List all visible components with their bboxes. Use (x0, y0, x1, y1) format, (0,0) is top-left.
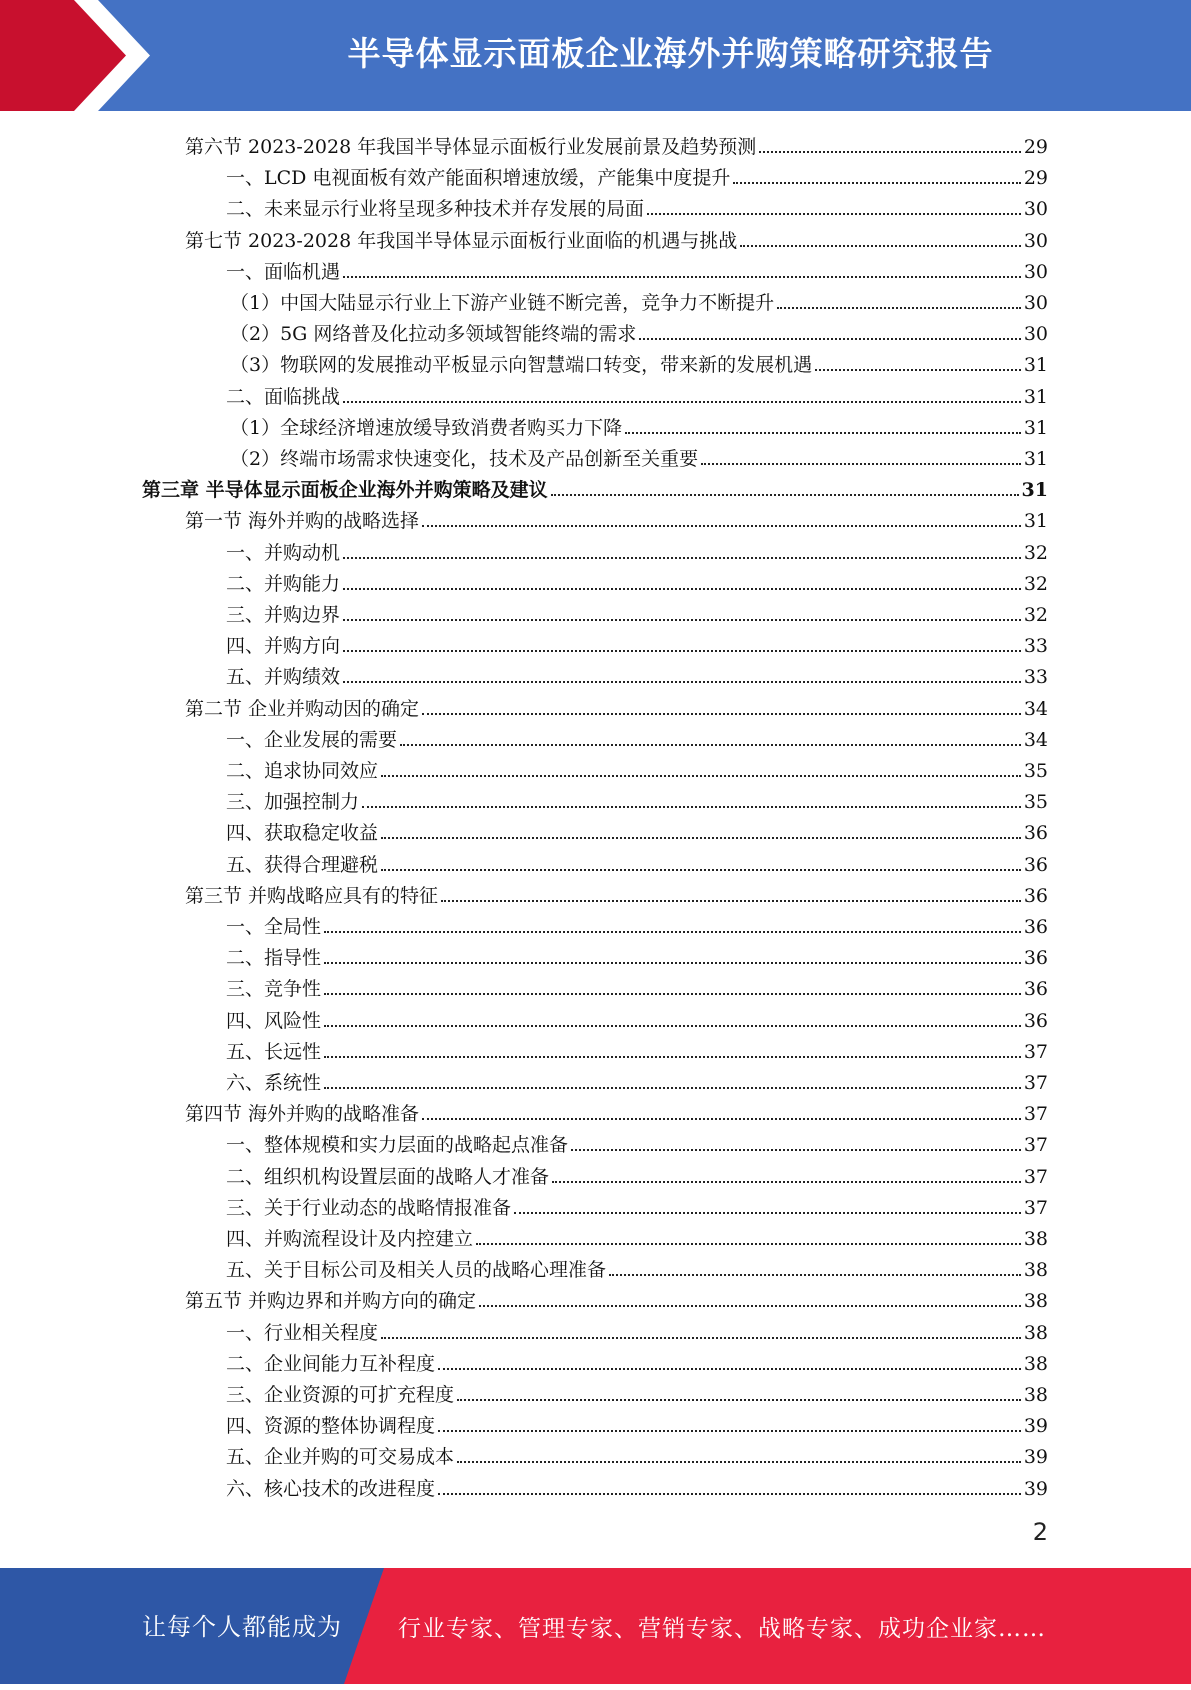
toc-entry-page: 38 (1023, 1259, 1048, 1282)
toc-dot-leader (381, 869, 1021, 871)
toc-entry-label: 第四节 海外并购的战略准备 (185, 1103, 420, 1126)
toc-dot-leader (343, 681, 1021, 683)
toc-entry-label: 二、面临挑战 (226, 385, 341, 408)
toc-dot-leader (647, 213, 1021, 215)
toc-dot-leader (343, 557, 1021, 559)
toc-dot-leader (400, 744, 1021, 746)
toc-entry-label: 三、加强控制力 (226, 791, 360, 814)
toc-dot-leader (514, 1212, 1021, 1214)
toc-entry-label: 五、企业并购的可交易成本 (226, 1446, 455, 1469)
toc-entry-label: 第六节 2023-2028 年我国半导体显示面板行业发展前景及趋势预测 (185, 136, 757, 158)
toc-entry[interactable] (226, 1251, 1048, 1282)
toc-entry-label: 三、关于行业动态的战略情报准备 (226, 1196, 512, 1219)
footer-slogan-left: 让每个人都能成为 (142, 1613, 342, 1641)
toc-dot-leader (571, 1149, 1021, 1151)
toc-dot-leader (777, 307, 1021, 309)
toc-entry-page: 31 (1023, 510, 1048, 533)
toc-entry[interactable] (226, 846, 1048, 877)
toc-entry[interactable] (226, 1220, 1048, 1251)
toc-entry[interactable] (226, 534, 1048, 565)
toc-entry-label: 二、组织机构设置层面的战略人才准备 (226, 1165, 550, 1188)
toc-entry[interactable] (226, 1345, 1048, 1376)
toc-entry-page: 30 (1023, 198, 1048, 221)
toc-entry-label: （1）中国大陆显示行业上下游产业链不断完善，竞争力不断提升 (230, 292, 775, 314)
toc-entry-label: 三、并购边界 (226, 604, 341, 626)
toc-dot-leader (381, 837, 1021, 839)
toc-entry-page: 32 (1023, 604, 1048, 626)
toc-entry[interactable] (226, 1438, 1048, 1469)
toc-dot-leader (551, 494, 1019, 496)
toc-entry[interactable] (226, 752, 1048, 783)
toc-dot-leader (476, 1243, 1021, 1245)
toc-entry-page: 32 (1023, 541, 1048, 564)
toc-entry[interactable] (226, 1407, 1048, 1438)
header-arrow-icon (0, 0, 150, 111)
toc-entry-page: 30 (1023, 323, 1048, 346)
toc-entry-label: 四、风险性 (226, 1009, 322, 1032)
toc-entry-page: 37 (1023, 1103, 1048, 1126)
toc-entry-label: 一、LCD 电视面板有效产能面积增速放缓，产能集中度提升 (226, 167, 731, 190)
toc-entry-page: 33 (1023, 666, 1048, 689)
toc-entry-label: 二、未来显示行业将呈现多种技术并存发展的局面 (226, 198, 645, 221)
toc-entry-page: 39 (1023, 1446, 1048, 1469)
toc-entry-page: 39 (1023, 1415, 1048, 1438)
toc-dot-leader (438, 1430, 1021, 1432)
toc-dot-leader (552, 1181, 1021, 1183)
toc-entry-page: 30 (1023, 292, 1048, 314)
toc-dot-leader (343, 619, 1021, 621)
toc-entry[interactable] (185, 690, 1048, 721)
toc-dot-leader (343, 401, 1021, 403)
toc-entry[interactable] (226, 596, 1048, 627)
toc-entry[interactable] (185, 877, 1048, 908)
toc-entry-page: 36 (1023, 916, 1048, 938)
toc-entry[interactable] (226, 1314, 1048, 1345)
toc-entry[interactable] (185, 1095, 1048, 1126)
toc-entry-page: 31 (1023, 385, 1048, 408)
toc-dot-leader (441, 900, 1021, 902)
toc-entry-page: 36 (1023, 884, 1048, 907)
toc-entry-label: 第一节 海外并购的战略选择 (185, 510, 420, 533)
toc-entry-label: 二、追求协同效应 (226, 760, 379, 782)
toc-dot-leader (422, 525, 1021, 527)
toc-entry[interactable] (226, 783, 1048, 814)
toc-entry-page: 34 (1023, 728, 1048, 751)
toc-entry[interactable] (185, 222, 1048, 253)
toc-dot-leader (701, 463, 1021, 465)
toc-entry[interactable] (226, 565, 1048, 596)
toc-entry-label: 第五节 并购边界和并购方向的确定 (185, 1290, 477, 1313)
toc-entry[interactable] (226, 814, 1048, 845)
toc-entry-label: 第三章 半导体显示面板企业海外并购策略及建议 (142, 479, 548, 502)
toc-dot-leader (343, 588, 1021, 590)
toc-dot-leader (438, 1493, 1021, 1495)
toc-entry-label: （3）物联网的发展推动平板显示向智慧端口转变，带来新的发展机遇 (230, 354, 813, 377)
toc-entry[interactable] (226, 1126, 1048, 1157)
toc-entry-label: 第三节 并购战略应具有的特征 (185, 884, 439, 907)
toc-entry-page: 38 (1023, 1321, 1048, 1344)
toc-entry[interactable] (226, 939, 1048, 970)
page-number: 2 (1032, 1518, 1048, 1546)
toc-dot-leader (625, 432, 1021, 434)
toc-entry-page: 38 (1023, 1290, 1048, 1313)
toc-entry-label: 五、关于目标公司及相关人员的战略心理准备 (226, 1259, 607, 1282)
toc-entry-page: 37 (1023, 1134, 1048, 1157)
toc-dot-leader (324, 1056, 1021, 1058)
toc-entry-page: 37 (1023, 1196, 1048, 1219)
toc-entry[interactable] (226, 1376, 1048, 1407)
toc-entry-page: 30 (1023, 260, 1048, 283)
toc-entry-label: 四、获取稳定收益 (226, 822, 379, 845)
toc-dot-leader (422, 713, 1021, 715)
toc-entry-page: 32 (1023, 572, 1048, 595)
toc-dot-leader (362, 806, 1021, 808)
toc-entry-label: （1）全球经济增速放缓导致消费者购买力下降 (230, 416, 623, 439)
toc-entry-page: 35 (1023, 760, 1048, 782)
toc-entry[interactable] (226, 1470, 1048, 1501)
toc-entry[interactable] (230, 284, 1048, 315)
toc-entry-label: 五、并购绩效 (226, 666, 341, 689)
toc-entry-page: 38 (1023, 1228, 1048, 1250)
toc-entry-page: 34 (1023, 697, 1048, 720)
toc-entry-label: 二、并购能力 (226, 572, 341, 595)
toc-entry-page: 39 (1023, 1477, 1048, 1500)
toc-entry-page: 31 (1023, 354, 1048, 377)
page-header (0, 0, 1191, 111)
toc-dot-leader (457, 1399, 1021, 1401)
footer-slogan-right: 行业专家、管理专家、营销专家、战略专家、成功企业家…… (398, 1616, 1046, 1642)
toc-entry[interactable] (226, 378, 1048, 409)
toc-entry-page: 38 (1023, 1384, 1048, 1406)
toc-entry-label: 三、企业资源的可扩充程度 (226, 1384, 455, 1406)
page-footer (0, 1568, 1191, 1684)
toc-dot-leader (324, 1087, 1021, 1089)
toc-entry-page: 36 (1023, 853, 1048, 876)
toc-dot-leader (759, 151, 1021, 153)
toc-entry-label: 三、竞争性 (226, 978, 322, 1001)
toc-entry-page: 31 (1023, 416, 1048, 439)
toc-entry-page: 36 (1023, 1009, 1048, 1032)
toc-entry-label: 四、并购流程设计及内控建立 (226, 1228, 474, 1250)
toc-entry-label: 二、指导性 (226, 947, 322, 970)
toc-entry-page: 36 (1023, 947, 1048, 970)
toc-entry-page: 29 (1023, 167, 1048, 190)
toc-entry-page: 31 (1021, 479, 1048, 502)
toc-entry[interactable] (226, 658, 1048, 689)
toc-entry-page: 36 (1023, 822, 1048, 845)
toc-entry-page: 29 (1023, 136, 1048, 158)
toc-entry-label: 六、系统性 (226, 1072, 322, 1094)
toc-entry[interactable] (230, 440, 1048, 471)
toc-dot-leader (381, 775, 1021, 777)
toc-entry[interactable] (226, 721, 1048, 752)
toc-dot-leader (324, 931, 1021, 933)
toc-dot-leader (343, 650, 1021, 652)
document-title: 半导体显示面板企业海外并购策略研究报告 (347, 34, 994, 73)
toc-entry[interactable] (226, 1002, 1048, 1033)
toc-entry-page: 37 (1023, 1072, 1048, 1094)
toc-entry-page: 35 (1023, 791, 1048, 814)
toc-entry[interactable] (226, 1033, 1048, 1064)
toc-entry[interactable] (226, 1064, 1048, 1095)
toc-dot-leader (609, 1274, 1021, 1276)
toc-entry[interactable] (226, 159, 1048, 190)
toc-entry-label: 六、核心技术的改进程度 (226, 1477, 436, 1500)
toc-entry-page: 31 (1023, 448, 1048, 470)
toc-entry-label: 一、全局性 (226, 916, 322, 938)
toc-entry[interactable] (226, 627, 1048, 658)
toc-entry-page: 37 (1023, 1040, 1048, 1063)
toc-entry[interactable] (226, 1158, 1048, 1189)
toc-entry[interactable] (226, 253, 1048, 284)
toc-dot-leader (479, 1305, 1021, 1307)
toc-entry-label: 二、企业间能力互补程度 (226, 1352, 436, 1375)
toc-dot-leader (457, 1461, 1021, 1463)
toc-entry-label: 一、企业发展的需要 (226, 728, 398, 751)
toc-dot-leader (639, 338, 1020, 340)
toc-entry[interactable] (185, 1282, 1048, 1313)
toc-entry-label: 五、获得合理避税 (226, 853, 379, 876)
toc-entry[interactable] (226, 970, 1048, 1001)
toc-entry[interactable] (185, 128, 1048, 159)
toc-entry-label: 四、并购方向 (226, 635, 341, 658)
toc-dot-leader (343, 276, 1021, 278)
toc-entry-page: 30 (1023, 229, 1048, 252)
toc-dot-leader (381, 1337, 1021, 1339)
toc-entry-label: 一、面临机遇 (226, 260, 341, 283)
toc-entry-page: 36 (1023, 978, 1048, 1001)
toc-entry-label: 一、并购动机 (226, 541, 341, 564)
toc-chapter-entry[interactable] (142, 471, 1048, 502)
toc-entry[interactable] (185, 502, 1048, 533)
toc-entry-page: 38 (1023, 1352, 1048, 1375)
toc-entry[interactable] (230, 409, 1048, 440)
toc-dot-leader (324, 993, 1021, 995)
toc-entry-label: （2）5G 网络普及化拉动多领域智能终端的需求 (230, 323, 637, 346)
toc-entry[interactable] (230, 346, 1048, 377)
toc-entry-label: 一、整体规模和实力层面的战略起点准备 (226, 1134, 569, 1157)
toc-dot-leader (324, 1025, 1021, 1027)
toc-entry-page: 37 (1023, 1165, 1048, 1188)
toc-dot-leader (324, 962, 1021, 964)
toc-entry[interactable] (226, 1189, 1048, 1220)
toc-entry-label: 一、行业相关程度 (226, 1321, 379, 1344)
toc-entry[interactable] (226, 190, 1048, 221)
toc-dot-leader (438, 1368, 1021, 1370)
toc-entry[interactable] (230, 315, 1048, 346)
toc-entry-label: 四、资源的整体协调程度 (226, 1415, 436, 1438)
toc-entry-label: 第二节 企业并购动因的确定 (185, 697, 420, 720)
toc-entry-page: 33 (1023, 635, 1048, 658)
toc-entry-label: 第七节 2023-2028 年我国半导体显示面板行业面临的机遇与挑战 (185, 229, 738, 252)
toc-dot-leader (733, 182, 1020, 184)
toc-dot-leader (815, 369, 1021, 371)
toc-entry-label: （2）终端市场需求快速变化，技术及产品创新至关重要 (230, 448, 699, 470)
toc-entry-label: 五、长远性 (226, 1040, 322, 1063)
toc-dot-leader (740, 245, 1021, 247)
toc-dot-leader (422, 1118, 1021, 1120)
toc-entry[interactable] (226, 908, 1048, 939)
